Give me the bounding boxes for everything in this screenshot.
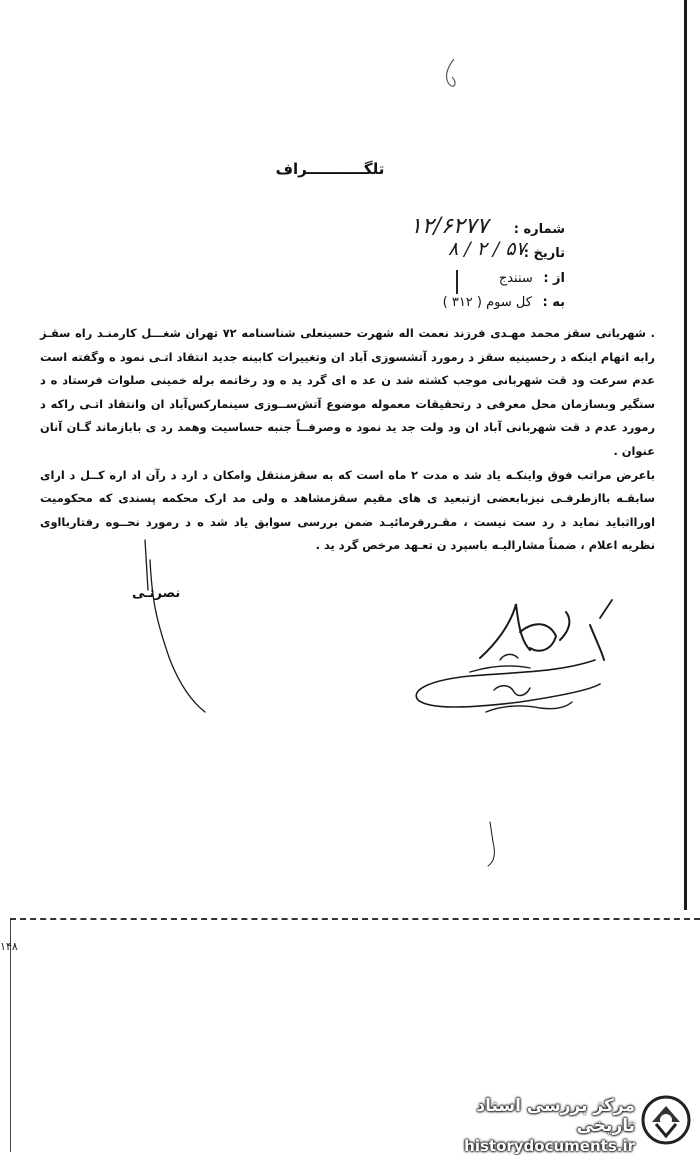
body-paragraph-1: . شهربانی سقز محمد مهـدی فرزند نعمت اله شهرت حسینعلی شناسنامه ۷۲ تهران شغـــل کارمنـد راه سقـز رابه اتهام اینکه د رحسینیه سقز د رمورد آتشسوزی آباد ان وتغییرات کابینه جدید انتقاد اتـی نمود ه وگفته است عدم سرعت ود قت شهربانی موجب کشته شد ن عد ه ای گرد ید ه ود رخاتمه برله خمینی صلوات فرستاد ه د ستگیر وبسازمان محل معرفی د رتحقیقات معموله موضوع آتش‌ســوزی سینمارکس‌آباد ان وانتقاد اتـی راکه د رمورد عدم د قت شهربانی آباد ان ود ولت جد ید نمود ه وصرفــاً جنبه حساسیت وهمد رد ی بابازماند گـان آنان عنوان . (40, 326, 655, 458)
watermark-title: مرکز بررسی اسناد تاریخی (476, 1096, 635, 1136)
from-value: سنندج (498, 271, 533, 286)
signer-name: نصرتـی (132, 586, 181, 601)
watermark-url: historydocuments.ir (464, 1137, 635, 1155)
document-title: تلگـــــــــــراف (275, 160, 385, 178)
page-corner-number: ۱۴۸ (0, 940, 18, 953)
body-paragraph-2: باعرض مراتب فوق واینکـه یاد شد ه مدت ۲ ماه است که به سقزمنتقل وامکان د ارد د رآن اد اره کــل د ارای سابقـه باازطرفـی نیزبابعضی ازتبعید ی های مقیم سقزمشاهد ه ولی مد ارک محکمه پسندی که محکومیت اورااثباید نماید د رد ست نیست ، مقـررفرمائیـد ضمن بررسی سوابق یاد شد ه د رمورد نحــوه رفتاربااوی نظریه اعلام ، ضمناً مشارالیـه باسپرد ن تعـهد مرخص گرد ید . (40, 467, 655, 553)
archive-watermark (420, 1096, 635, 1155)
to-label: به : (542, 295, 565, 310)
scan-left-edge (10, 920, 11, 1152)
date-value: ۸ / ۲ / ۵۷ (448, 238, 526, 260)
number-label: شماره : (513, 222, 565, 237)
archive-logo-icon (640, 1092, 692, 1148)
to-value: کل سوم ( ۳۱۲ ) (442, 295, 532, 310)
from-label: از : (543, 271, 565, 286)
date-label: تاریخ : (523, 246, 565, 261)
number-value: ۱۲/۶۲۷۷ (410, 214, 489, 239)
scan-fold-line (10, 918, 700, 920)
